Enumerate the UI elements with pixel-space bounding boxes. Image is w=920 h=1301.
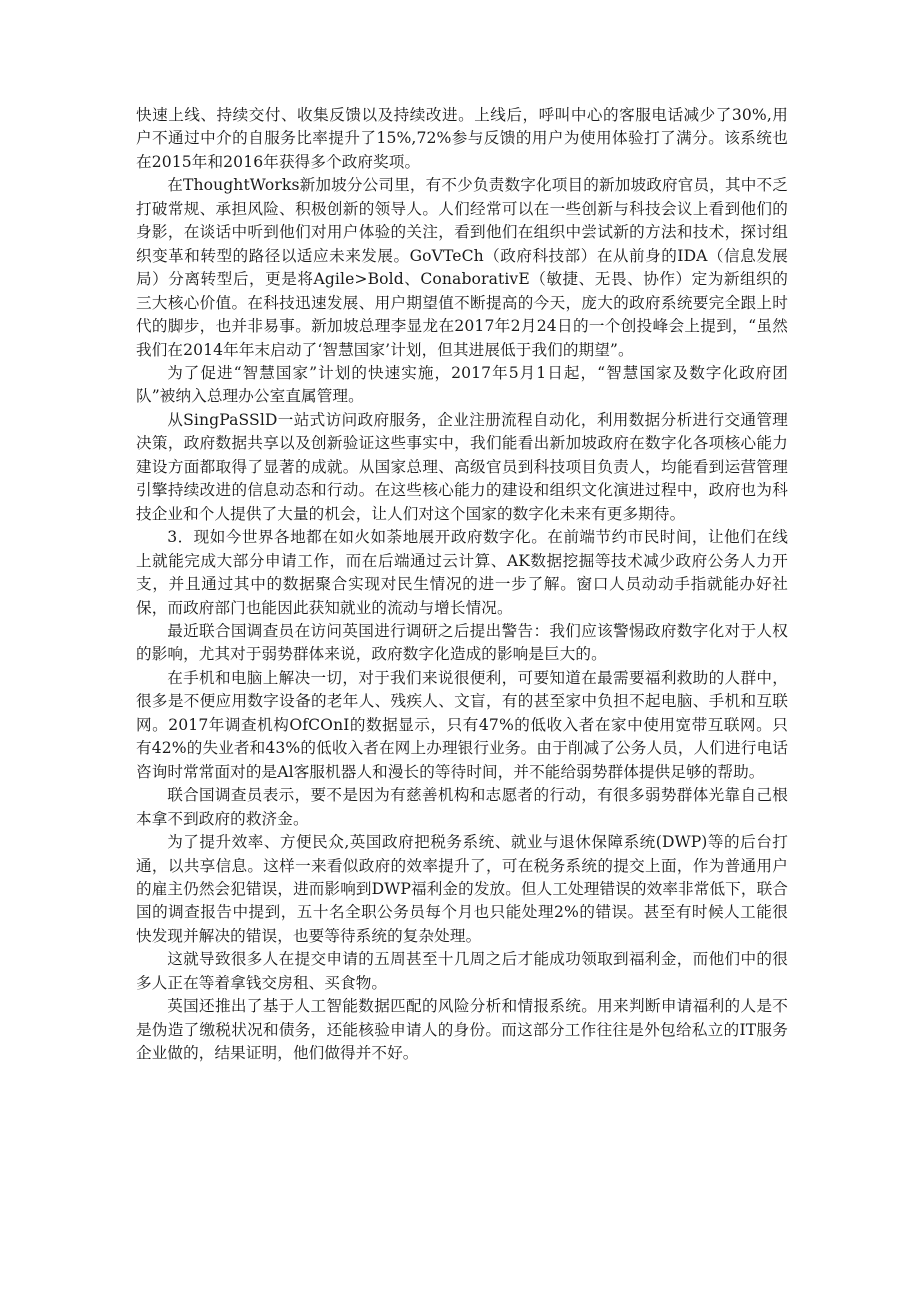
paragraph-4: 从SingPaSSlD一站式访问政府服务，企业注册流程自动化，利用数据分析进行交通管理决策，政府数据共享以及创新验证这些事实中，我们能看出新加坡政府在数字化各项核心能力建设方面都取得了显著的成就。从国家总理、高级官员到科技项目负责人，均能看到运营管理引擎持续改进的信息动态和行动。在这些核心能力的建设和组织文化演进过程中，政府也为科技企业和个人提供了大量的机会，让人们对这个国家的数字化未来有更多期待。 [136, 410, 788, 523]
paragraph-2: 在ThoughtWorks新加坡分公司里，有不少负责数字化项目的新加坡政府官员，其中不乏打破常规、承担风险、积极创新的领导人。人们经常可以在一些创新与科技会议上看到他们的身影，在谈话中听到他们对用户体验的关注，看到他们在组织中尝试新的方法和技术，探讨组织变革和转型的路径以适应未来发展。GoVTeCh（政府科技部）在从前身的IDA（信息发展局）分离转型后，更是将Agile>Bold、ConaborativE（敏捷、无畏、协作）定为新组织的三大核心价值。在科技迅速发展、用户期望值不断提高的今天，庞大的政府系统要完全跟上时代的脚步，也并非易事。新加坡总理李显龙在2017年2月24日的一个创投峰会上提到，“虽然我们在2014年年末启动了‘智慧国家’计划，但其进展低于我们的期望”。 [136, 176, 788, 359]
paragraph-1: 快速上线、持续交付、收集反馈以及持续改进。上线后，呼叫中心的客服电话减少了30%,用户不通过中介的自服务比率提升了15%,72%参与反馈的用户为使用体验打了满分。该系统也在2015年和2016年获得多个政府奖项。 [136, 106, 788, 171]
paragraph-7: 在手机和电脑上解决一切，对于我们来说很便利，可要知道在最需要福利救助的人群中，很多是不便应用数字设备的老年人、残疾人、文盲，有的甚至家中负担不起电脑、手机和互联网。2017年调查机构OfCOnI的数据显示，只有47%的低收入者在家中使用宽带互联网。只有42%的失业者和43%的低收入者在网上办理银行业务。由于削减了公务人员，人们进行电话咨询时常常面对的是Al客服机器人和漫长的等待时间，并不能给弱势群体提供足够的帮助。 [136, 668, 788, 781]
paragraph-5: 3．现如今世界各地都在如火如荼地展开政府数字化。在前端节约市民时间，让他们在线上就能完成大部分申请工作，而在后端通过云计算、AK数据挖掘等技术减少政府公务人力开支，并且通过其中的数据聚合实现对民生情况的进一步了解。窗口人员动动手指就能办好社保，而政府部门也能因此获知就业的流动与增长情况。 [136, 528, 788, 617]
paragraph-9: 为了提升效率、方便民众,英国政府把税务系统、就业与退休保障系统(DWP)等的后台打通，以共享信息。这样一来看似政府的效率提升了，可在税务系统的提交上面，作为普通用户的雇主仍然会犯错误，进而影响到DWP福利金的发放。但人工处理错误的效率非常低下，联合国的调查报告中提到，五十名全职公务员每个月也只能处理2%的错误。甚至有时候人工能很快发现并解决的错误，也要等待系统的复杂处理。 [136, 833, 788, 945]
paragraph-11: 英国还推出了基于人工智能数据匹配的风险分析和情报系统。用来判断申请福利的人是不是伪造了缴税状况和债务，还能核验申请人的身份。而这部分工作往往是外包给私立的IT服务企业做的，结果证明，他们做得并不好。 [136, 997, 788, 1063]
paragraph-8: 联合国调查员表示，要不是因为有慈善机构和志愿者的行动，有很多弱势群体光靠自己根本拿不到政府的救济金。 [136, 786, 788, 828]
paragraph-10: 这就导致很多人在提交申请的五周甚至十几周之后才能成功领取到福利金，而他们中的很多人正在等着拿钱交房租、买食物。 [136, 950, 788, 992]
paragraph-6: 最近联合国调查员在访问英国进行调研之后提出警告：我们应该警惕政府数字化对于人权的影响，尤其对于弱势群体来说，政府数字化造成的影响是巨大的。 [136, 621, 788, 664]
paragraph-3: 为了促进“智慧国家”计划的快速实施，2017年5月1日起，“智慧国家及数字化政府团队”被纳入总理办公室直属管理。 [136, 363, 788, 406]
document-page [136, 104, 788, 1066]
